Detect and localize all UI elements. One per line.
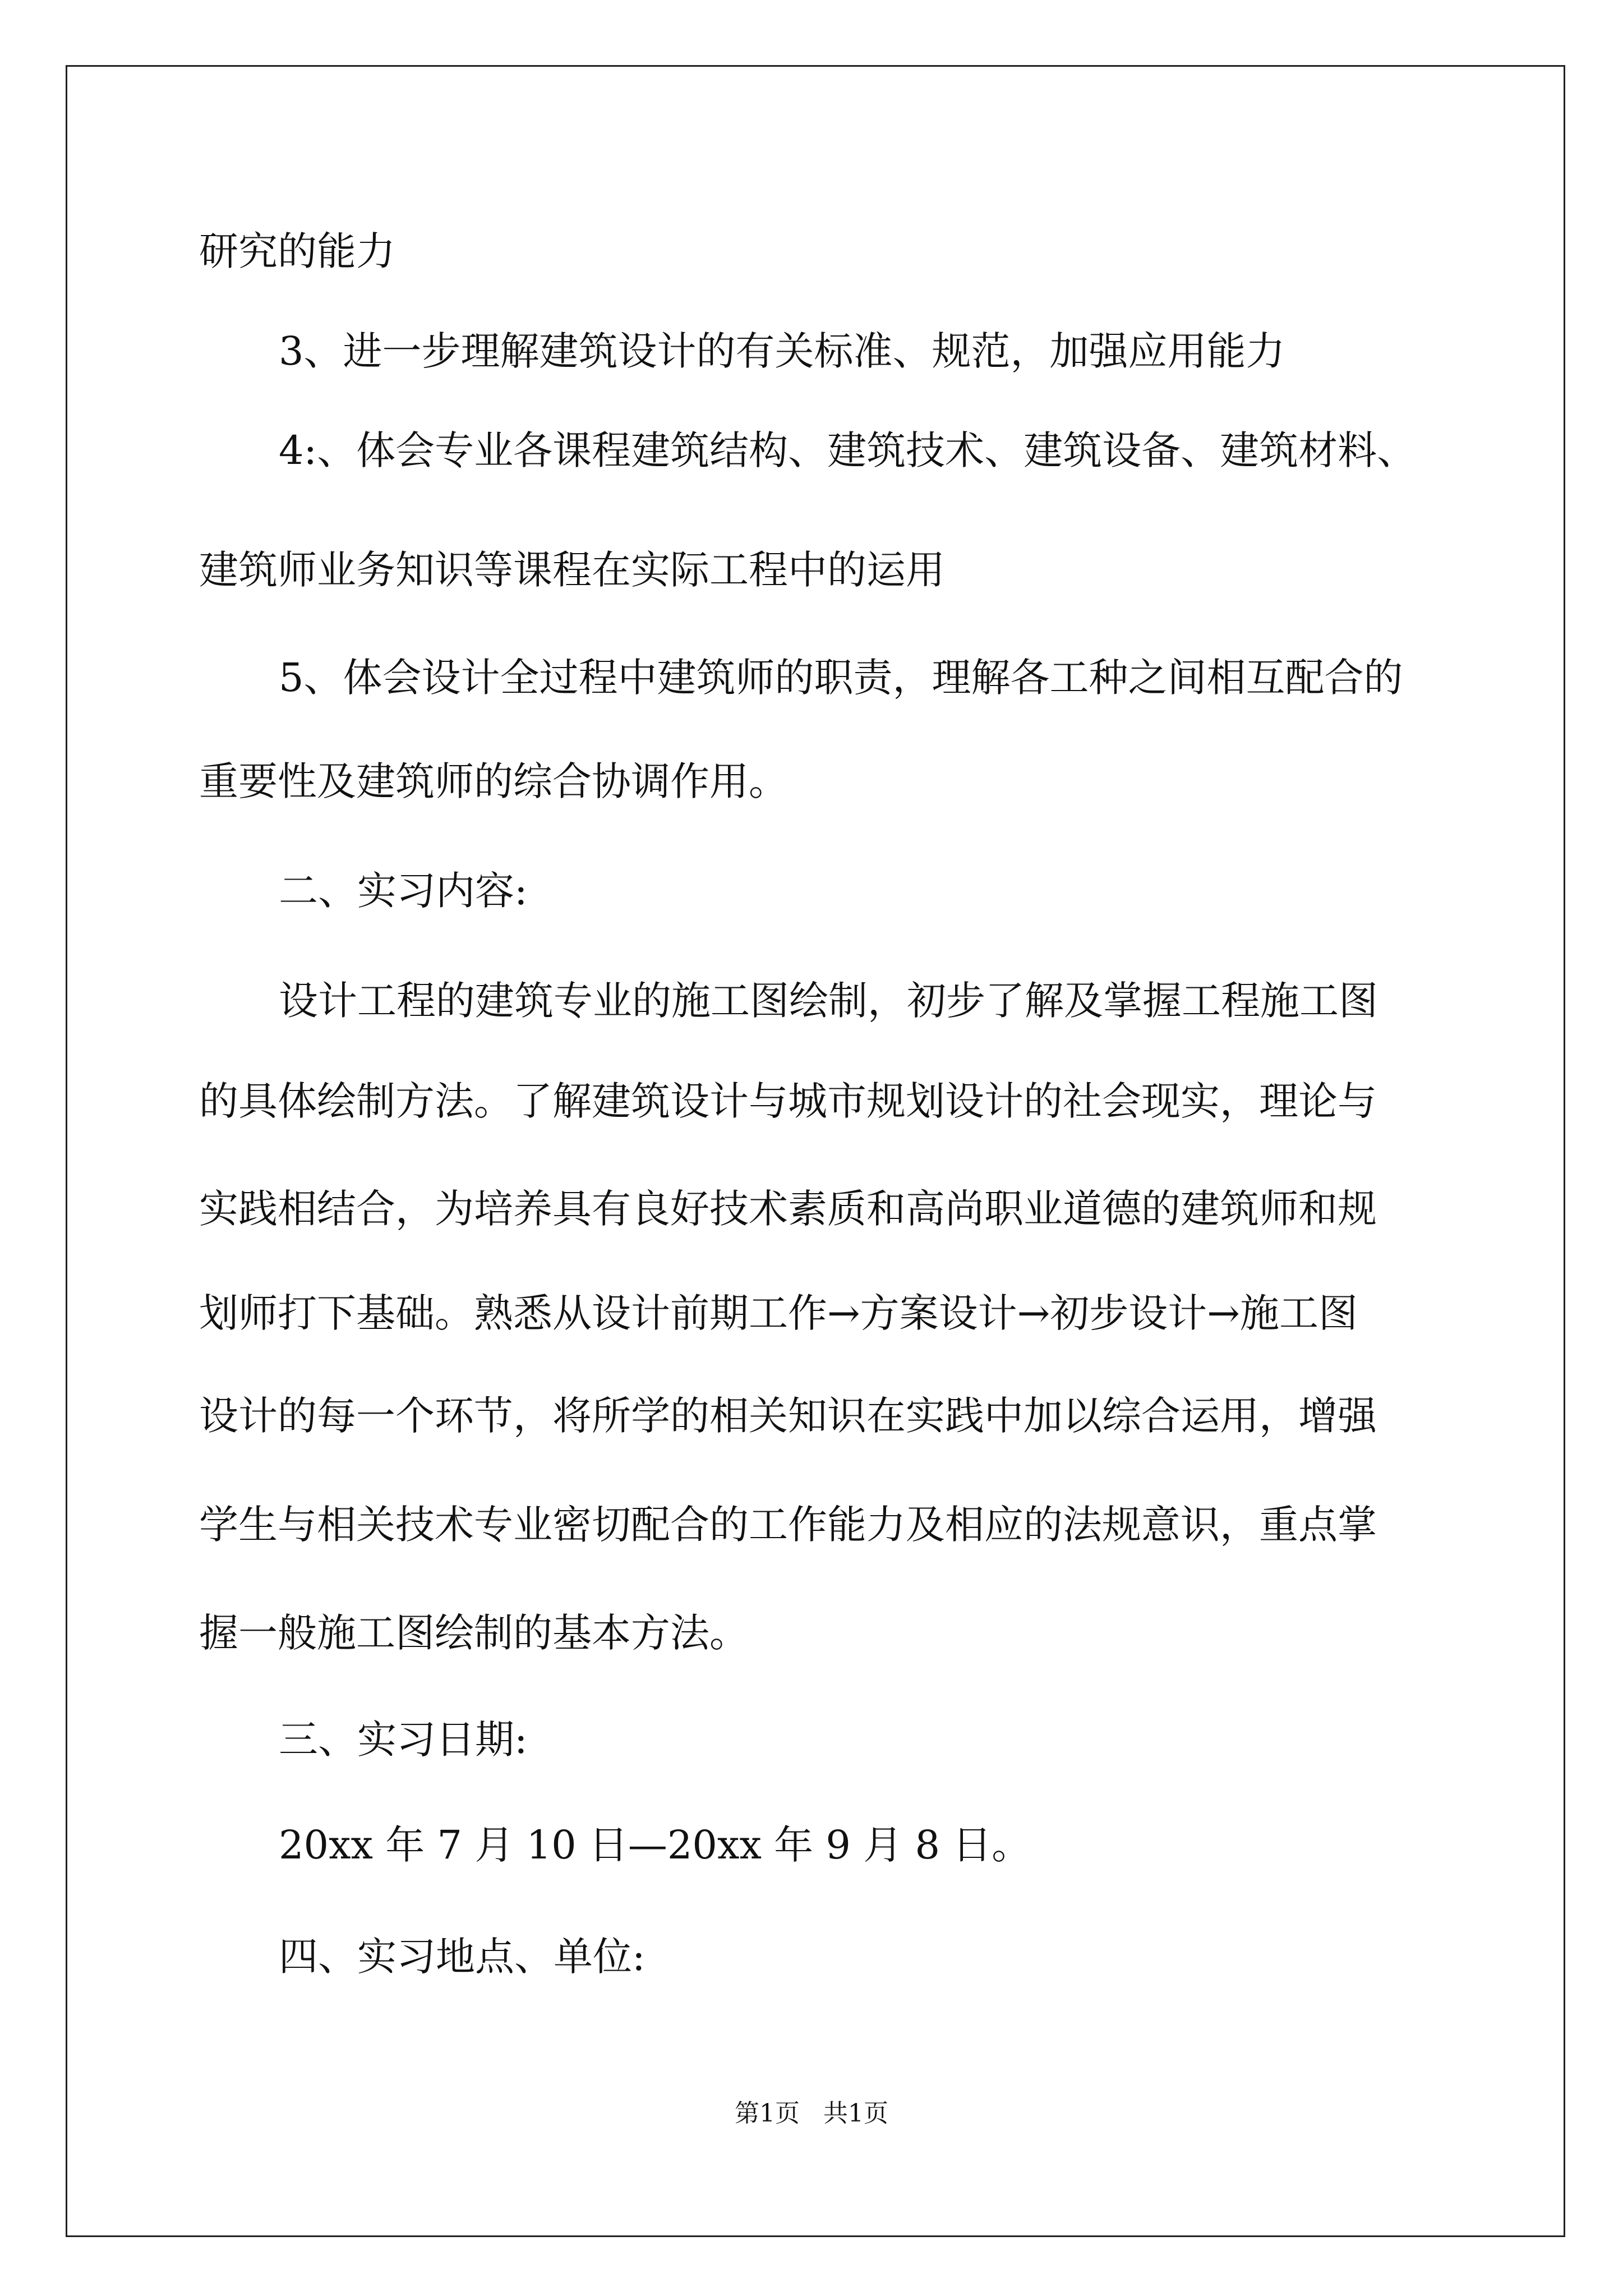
paragraph-line: 5、体会设计全过程中建筑师的职责，理解各工种之间相互配合的 xyxy=(279,655,1403,701)
section-heading: 三、实习日期: xyxy=(279,1717,528,1763)
paragraph-line: 重要性及建筑师的综合协调作用。 xyxy=(199,758,788,804)
paragraph-line: 学生与相关技术专业密切配合的工作能力及相应的法规意识，重点掌 xyxy=(199,1502,1377,1548)
paragraph-line: 划师打下基础。熟悉从设计前期工作→方案设计→初步设计→施工图 xyxy=(199,1290,1358,1336)
paragraph-line: 3、进一步理解建筑设计的有关标准、规范，加强应用能力 xyxy=(279,328,1285,374)
paragraph-line: 握一般施工图绘制的基本方法。 xyxy=(199,1610,749,1656)
paragraph-line: 研究的能力 xyxy=(199,228,395,274)
paragraph-line: 设计的每一个环节，将所学的相关知识在实践中加以综合运用，增强 xyxy=(199,1393,1377,1439)
paragraph-line: 4:、体会专业各课程建筑结构、建筑技术、建筑设备、建筑材料、 xyxy=(279,427,1417,473)
section-heading: 四、实习地点、单位: xyxy=(279,1934,645,1980)
page-border xyxy=(66,65,1565,2237)
paragraph-line: 设计工程的建筑专业的施工图绘制，初步了解及掌握工程施工图 xyxy=(279,978,1378,1024)
paragraph-line: 20xx 年 7 月 10 日—20xx 年 9 月 8 日。 xyxy=(279,1822,1031,1868)
paragraph-line: 实践相结合，为培养具有良好技术素质和高尚职业道德的建筑师和规 xyxy=(199,1186,1377,1232)
paragraph-line: 的具体绘制方法。了解建筑设计与城市规划设计的社会现实，理论与 xyxy=(199,1078,1377,1124)
section-heading: 二、实习内容: xyxy=(279,868,528,914)
page-footer: 第1页 共1页 xyxy=(735,2099,888,2128)
paragraph-line: 建筑师业务知识等课程在实际工程中的运用 xyxy=(199,547,945,593)
